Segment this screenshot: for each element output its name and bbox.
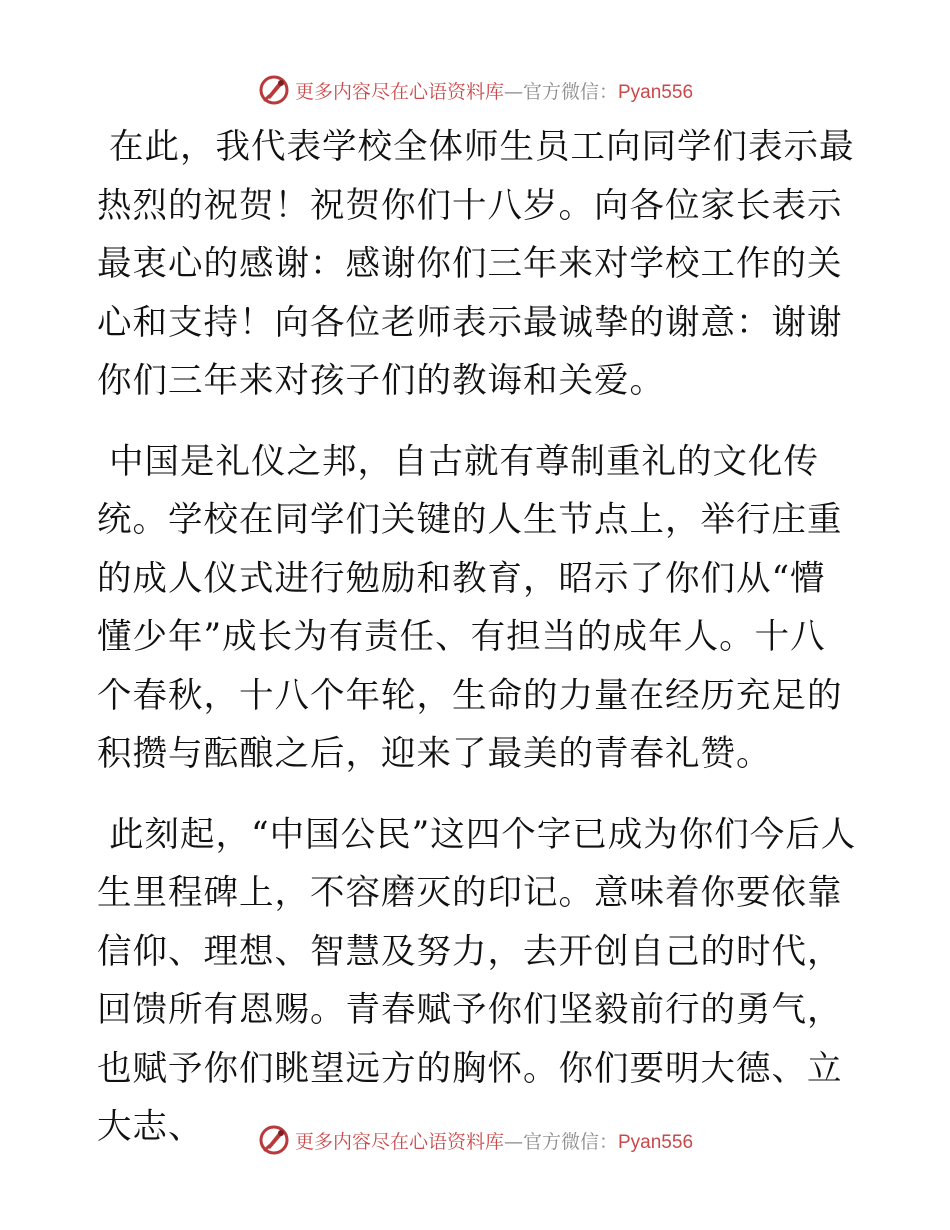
red-seal-logo-icon — [257, 73, 291, 107]
banner-separator: — — [503, 80, 523, 103]
red-seal-logo-icon — [257, 1123, 291, 1157]
header-banner-content — [257, 73, 693, 107]
footer-banner — [0, 1120, 950, 1160]
document-body — [97, 118, 857, 1179]
footer-banner-content — [257, 1123, 693, 1157]
wechat-label: 官方微信： — [522, 1130, 618, 1153]
body-paragraph-1: 在此，我代表学校全体师生员工向同学们表示最热烈的祝贺！祝贺你们十八岁。向各位家长表示最衷心的感谢：感谢你们三年来对学校工作的关心和支持！向各位老师表示最诚挚的谢意：谢谢你们三年来对孩子们的教诲和关爱。 — [97, 127, 855, 401]
footer-banner-text — [295, 1127, 693, 1154]
header-banner-text — [295, 77, 693, 104]
wechat-handle: Pyan556 — [618, 1131, 694, 1153]
banner-separator: — — [503, 1130, 523, 1153]
header-banner — [0, 70, 950, 110]
body-paragraph-2: 中国是礼仪之邦，自古就有尊制重礼的文化传统。学校在同学们关键的人生节点上，举行庄重的成人仪式进行勉励和教育，昭示了你们从“懵懂少年”成长为有责任、有担当的成年人。十八个春秋，十八个年轮，生命的力量在经历充足的积攒与酝酿之后，迎来了最美的青春礼赞。 — [97, 441, 843, 774]
site-slogan: 更多内容尽在心语资料库 — [294, 1130, 504, 1153]
site-slogan: 更多内容尽在心语资料库 — [294, 80, 504, 103]
wechat-handle: Pyan556 — [618, 81, 694, 103]
body-paragraph-3: 此刻起，“中国公民”这四个字已成为你们今后人生里程碑上，不容磨灭的印记。意味着你要依靠信仰、理想、智慧及努力，去开创自己的时代，回馈所有恩赐。青春赋予你们坚毅前行的勇气，也赋予你们眺望远方的胸怀。你们要明大德、立大志、 — [97, 814, 857, 1147]
wechat-label: 官方微信： — [522, 80, 618, 103]
